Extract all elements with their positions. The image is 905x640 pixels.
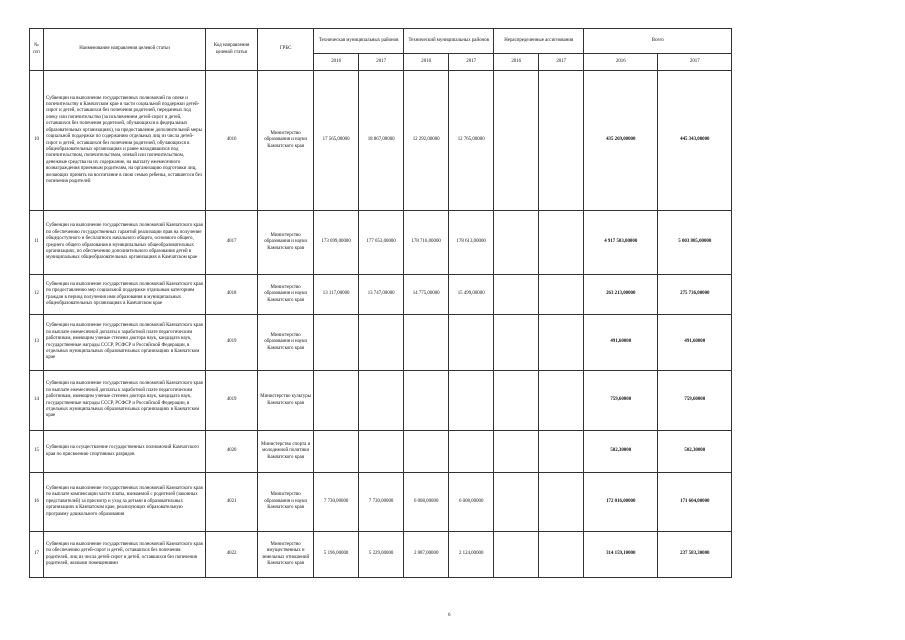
row-name: Субвенции на осуществление государственных полномочий Камчатского края по присвоению спортивных разрядов (44, 431, 206, 473)
value-cell (494, 371, 539, 431)
row-number: 12 (30, 275, 44, 315)
value-cell (359, 371, 404, 431)
value-cell: 173 699,00000 (314, 211, 359, 275)
row-code: 4020 (206, 431, 258, 473)
value-cell (314, 431, 359, 473)
table-right-spacer (732, 29, 851, 71)
value-cell (539, 473, 584, 532)
total-cell: 172 016,00000 (584, 473, 658, 532)
value-cell: 5 196,00000 (314, 532, 359, 578)
total-cell: 237 583,30000 (658, 532, 732, 578)
value-cell (494, 275, 539, 315)
total-cell: 759,60000 (584, 371, 658, 431)
row-administrator: Министерство образования и науки Камчатского края (258, 473, 314, 532)
value-cell (449, 315, 494, 371)
value-cell (359, 431, 404, 473)
row-name: Субвенции на выполнение государственных полномочий Камчатского края по выплате компенсации части платы, взимаемой с родителей (законных представителей) за присмотр и уход за детьми в образовательных организациях в Камчатском крае, реализующих образовательную программу дошкольного образования (44, 473, 206, 532)
row-code: 4016 (206, 71, 258, 211)
header-group-total: Всего (584, 29, 732, 54)
row-administrator: Министерство образования и науки Камчатского края (258, 275, 314, 315)
header-adm: ГРБС (258, 29, 314, 71)
year-2017: 2017 (658, 54, 732, 71)
value-cell (539, 71, 584, 211)
row-code: 4022 (206, 532, 258, 578)
table-row (30, 473, 852, 532)
value-cell: 7 730,00000 (314, 473, 359, 532)
value-cell (404, 371, 449, 431)
row-spacer (732, 473, 851, 532)
row-code: 4017 (206, 211, 258, 275)
row-name: Субвенции на выполнение государственных полномочий Камчатского края по обеспечению государственных гарантий реализации прав на получение общедоступного и бесплатного начального общего, основного общего, среднего общего образования в муниципальных общеобразовательных организациях, по обеспечению дополнительного образования детей в муниципальных общеобразовательных организациях в Камчатском крае (44, 211, 206, 275)
total-cell: 491,60000 (584, 315, 658, 371)
table-row (30, 275, 852, 315)
total-cell: 491,60000 (658, 315, 732, 371)
table-row (30, 315, 852, 371)
value-cell: 7 730,00000 (359, 473, 404, 532)
value-cell (494, 71, 539, 211)
value-cell (449, 371, 494, 431)
row-administrator: Министерство образования и науки Камчатского края (258, 71, 314, 211)
total-cell: 263 213,00000 (584, 275, 658, 315)
table-row (30, 532, 852, 578)
total-cell: 502,30000 (584, 431, 658, 473)
row-spacer (732, 71, 851, 211)
value-cell: 13 117,00000 (314, 275, 359, 315)
value-cell (539, 315, 584, 371)
value-cell (539, 275, 584, 315)
value-cell (494, 211, 539, 275)
header-group-3: Нераспределенные ассигнования (494, 29, 584, 54)
value-cell: 2 087,00000 (404, 532, 449, 578)
value-cell: 17 565,00000 (314, 71, 359, 211)
year-2016: 2016 (404, 54, 449, 71)
value-cell: 13 747,00000 (359, 275, 404, 315)
value-cell (539, 211, 584, 275)
table-row (30, 71, 852, 211)
total-cell: 445 343,00000 (658, 71, 732, 211)
total-cell: 171 604,00000 (658, 473, 732, 532)
row-name: Субвенции на выполнение государственных полномочий по опеке и попечительству в Камчатском крае в части социальной поддержки детей-сирот и детей, оставшихся без попечения родителей, переданных под опеку или попечительство (за исключением детей-сирот и детей, оставшихся без попечения родителей, обучающихся в федеральных образовательных организациях), на предоставление дополнительной меры социальной поддержки по содержанию отдельных лиц из числа детей-сирот и детей, оставшихся без попечения родителей, обучающихся в общеобразовательных организациях и ранее находившихся под попечительством, попечительством, опекой или попечительством, денежные средства на их содержание, на выплату ежемесячного вознаграждения приемным родителям, на организацию подготовки лиц, желающих принять на воспитание в свою семью ребенка, оставшегося без попечения родителей (44, 71, 206, 211)
row-number: 11 (30, 211, 44, 275)
row-code: 4021 (206, 473, 258, 532)
row-administrator: Министерство образования и науки Камчатского края (258, 211, 314, 275)
total-cell: 4 917 503,00000 (584, 211, 658, 275)
budget-table (29, 28, 851, 578)
value-cell (539, 532, 584, 578)
row-name: Субвенции на выполнение государственных полномочий Камчатского края по выплате ежемесячной доплаты к заработной плате педагогическим работникам, имеющим ученые степени доктора наук, кандидата наук, государственные награды СССР, РСФСР и Российской Федерации, в отдельных муниципальных образовательных организациях в Камчатском крае (44, 315, 206, 371)
value-cell: 178 613,00000 (449, 211, 494, 275)
row-number: 10 (30, 71, 44, 211)
row-name: Субвенции на выполнение государственных полномочий Камчатского края по обеспечению детей-сирот и детей, оставшихся без попечения родителей, лиц из числа детей-сирот и детей, оставшихся без попечения родителей, жилыми помещениями (44, 532, 206, 578)
row-spacer (732, 532, 851, 578)
row-spacer (732, 275, 851, 315)
header-code: Код направления целевой статьи (206, 29, 258, 71)
row-administrator: Министерство имущественных и земельных отношений Камчатского края (258, 532, 314, 578)
row-code: 4019 (206, 315, 258, 371)
row-administrator: Министерство спорта и молодежной политики Камчатского края (258, 431, 314, 473)
value-cell (539, 431, 584, 473)
year-2016: 2016 (494, 54, 539, 71)
row-name: Субвенции на выполнение государственных полномочий Камчатского края по выплате ежемесячной доплаты к заработной плате педагогическим работникам, имеющим ученые степени доктора наук, кандидата наук, государственные награды СССР, РСФСР и Российской Федерации, в отдельных муниципальных образовательных организациях в Камчатском крае (44, 371, 206, 431)
value-cell (359, 315, 404, 371)
row-administrator: Министерство культуры Камчатского края (258, 371, 314, 431)
table-row (30, 371, 852, 431)
table-row (30, 431, 852, 473)
value-cell (404, 315, 449, 371)
row-spacer (732, 371, 851, 431)
value-cell: 178 716,00000 (404, 211, 449, 275)
value-cell (314, 371, 359, 431)
header-group-1: Техническая муниципальных районов (314, 29, 404, 54)
row-name: Субвенции на выполнение государственных полномочий Камчатского края по предоставлению мер социальной поддержки отдельным категориям граждан в период получения ими образования в муниципальных общеобразовательных организациях в Камчатском крае (44, 275, 206, 315)
value-cell: 6 008,00000 (449, 473, 494, 532)
row-code: 4018 (206, 275, 258, 315)
value-cell (539, 371, 584, 431)
total-cell: 275 736,00000 (658, 275, 732, 315)
row-spacer (732, 431, 851, 473)
row-code: 4019 (206, 371, 258, 431)
value-cell (449, 431, 494, 473)
row-number: 14 (30, 371, 44, 431)
header-group-2: Технический муниципальных районов (404, 29, 494, 54)
year-2016: 2016 (314, 54, 359, 71)
header-name: Наименование направления целевой статьи (44, 29, 206, 71)
row-number: 16 (30, 473, 44, 532)
row-spacer (732, 315, 851, 371)
value-cell: 2 124,00000 (449, 532, 494, 578)
value-cell: 177 053,00000 (359, 211, 404, 275)
row-number: 13 (30, 315, 44, 371)
year-2016: 2016 (584, 54, 658, 71)
header-num: № п/п (30, 29, 44, 71)
total-cell: 435 269,00000 (584, 71, 658, 211)
value-cell: 12 765,00000 (449, 71, 494, 211)
row-administrator: Министерство образования и науки Камчатского края (258, 315, 314, 371)
value-cell: 6 008,00000 (404, 473, 449, 532)
total-cell: 502,30000 (658, 431, 732, 473)
value-cell (494, 431, 539, 473)
value-cell (404, 431, 449, 473)
page-number: 6 (448, 613, 451, 618)
value-cell (314, 315, 359, 371)
value-cell: 15 499,00000 (449, 275, 494, 315)
row-number: 15 (30, 431, 44, 473)
total-cell: 759,60000 (658, 371, 732, 431)
row-number: 17 (30, 532, 44, 578)
total-cell: 5 003 805,00000 (658, 211, 732, 275)
year-2017: 2017 (539, 54, 584, 71)
value-cell: 12 292,00000 (404, 71, 449, 211)
table-row (30, 211, 852, 275)
row-spacer (732, 211, 851, 275)
value-cell (494, 315, 539, 371)
value-cell (494, 473, 539, 532)
value-cell: 14 775,00000 (404, 275, 449, 315)
value-cell: 18 867,00000 (359, 71, 404, 211)
value-cell: 5 229,00000 (359, 532, 404, 578)
year-2017: 2017 (359, 54, 404, 71)
value-cell (494, 532, 539, 578)
total-cell: 314 159,10000 (584, 532, 658, 578)
year-2017: 2017 (449, 54, 494, 71)
